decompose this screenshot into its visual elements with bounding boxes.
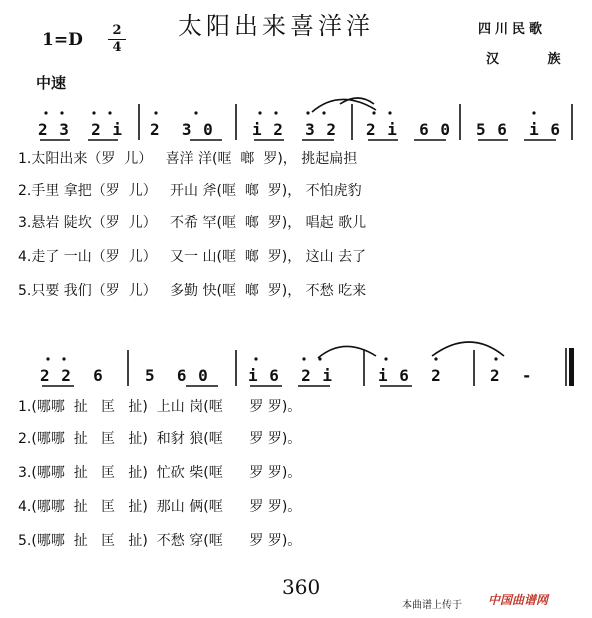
lyric-verse-3a: 3.悬岩 陡坎（罗 儿） 不希 罕(哐 啷 罗)， 唱起 歌儿 bbox=[18, 215, 367, 231]
lyric-verse-5a: 5.只要 我们（罗 儿） 多勤 快(哐 啷 罗)， 不愁 吃来 bbox=[18, 283, 367, 299]
measure-1-4: 2 i 6 0 bbox=[366, 120, 452, 139]
octave-dot bbox=[44, 111, 47, 114]
measure-2-4: i 6 2 bbox=[378, 366, 442, 385]
octave-dot bbox=[302, 357, 305, 360]
measure-1-3: i 2 3 2 bbox=[252, 120, 338, 139]
octave-dot bbox=[92, 111, 95, 114]
octave-dot bbox=[306, 111, 309, 114]
song-origin: 四川民歌 bbox=[478, 22, 547, 37]
octave-dot bbox=[60, 111, 63, 114]
lyric-verse-4b: 4.(哪哪 扯 匡 扯) 那山 俩(哐 罗 罗)。 bbox=[18, 499, 302, 515]
key-signature: 1=D bbox=[42, 30, 83, 50]
slur bbox=[318, 346, 376, 358]
octave-dot bbox=[532, 111, 535, 114]
end-barline-thick bbox=[569, 348, 574, 386]
measure-1-2: 2 3 0 bbox=[150, 120, 214, 139]
time-signature-top: 2 bbox=[112, 23, 122, 38]
measure-2-1: 2 2 6 bbox=[40, 366, 104, 385]
lyric-verse-2b: 2.(哪哪 扯 匡 扯) 和豺 狼(哐 罗 罗)。 bbox=[18, 431, 302, 447]
measure-1-1: 2 3 2 i bbox=[38, 120, 124, 139]
lyric-verse-4a: 4.走了 一山（罗 儿） 又一 山(哐 啷 罗)， 这山 去了 bbox=[18, 249, 367, 265]
tempo-marking: 中速 bbox=[36, 74, 67, 92]
octave-dot bbox=[46, 357, 49, 360]
octave-dot bbox=[318, 357, 321, 360]
upload-note: 本曲谱上传于 bbox=[402, 600, 462, 611]
octave-dot bbox=[194, 111, 197, 114]
song-title: 太阳出来喜洋洋 bbox=[178, 12, 374, 40]
measure-2-5: 2 - bbox=[490, 366, 533, 385]
octave-dot bbox=[434, 357, 437, 360]
site-logo: 中国曲谱网 bbox=[488, 593, 549, 607]
octave-dot bbox=[322, 111, 325, 114]
octave-dot bbox=[372, 111, 375, 114]
lyric-verse-1b: 1.(哪哪 扯 匡 扯) 上山 岗(哐 罗 罗)。 bbox=[18, 399, 302, 415]
octave-dot bbox=[388, 111, 391, 114]
octave-dot bbox=[258, 111, 261, 114]
octave-dot bbox=[494, 357, 497, 360]
measure-2-2: 5 6 0 bbox=[145, 366, 209, 385]
octave-dot bbox=[254, 357, 257, 360]
slur bbox=[432, 342, 504, 356]
octave-dot bbox=[384, 357, 387, 360]
lyric-verse-1a: 1.太阳出来（罗 儿） 喜洋 洋(哐 啷 罗)， 挑起扁担 bbox=[18, 151, 358, 167]
octave-dot bbox=[154, 111, 157, 114]
lyric-verse-3b: 3.(哪哪 扯 匡 扯) 忙砍 柴(哐 罗 罗)。 bbox=[18, 465, 302, 481]
time-signature-bottom: 4 bbox=[112, 40, 122, 55]
octave-dot bbox=[274, 111, 277, 114]
octave-dot bbox=[108, 111, 111, 114]
lyric-verse-5b: 5.(哪哪 扯 匡 扯) 不愁 穿(哐 罗 罗)。 bbox=[18, 533, 302, 549]
lyric-verse-2a: 2.手里 拿把（罗 儿） 开山 斧(哐 啷 罗)， 不怕虎豹 bbox=[18, 183, 362, 199]
song-ethnicity: 汉 族 bbox=[486, 52, 583, 67]
page-number: 360 bbox=[282, 575, 321, 599]
measure-1-5: 5 6 i 6 bbox=[476, 120, 562, 139]
octave-dot bbox=[62, 357, 65, 360]
measure-2-3: i 6 2 i bbox=[248, 366, 334, 385]
